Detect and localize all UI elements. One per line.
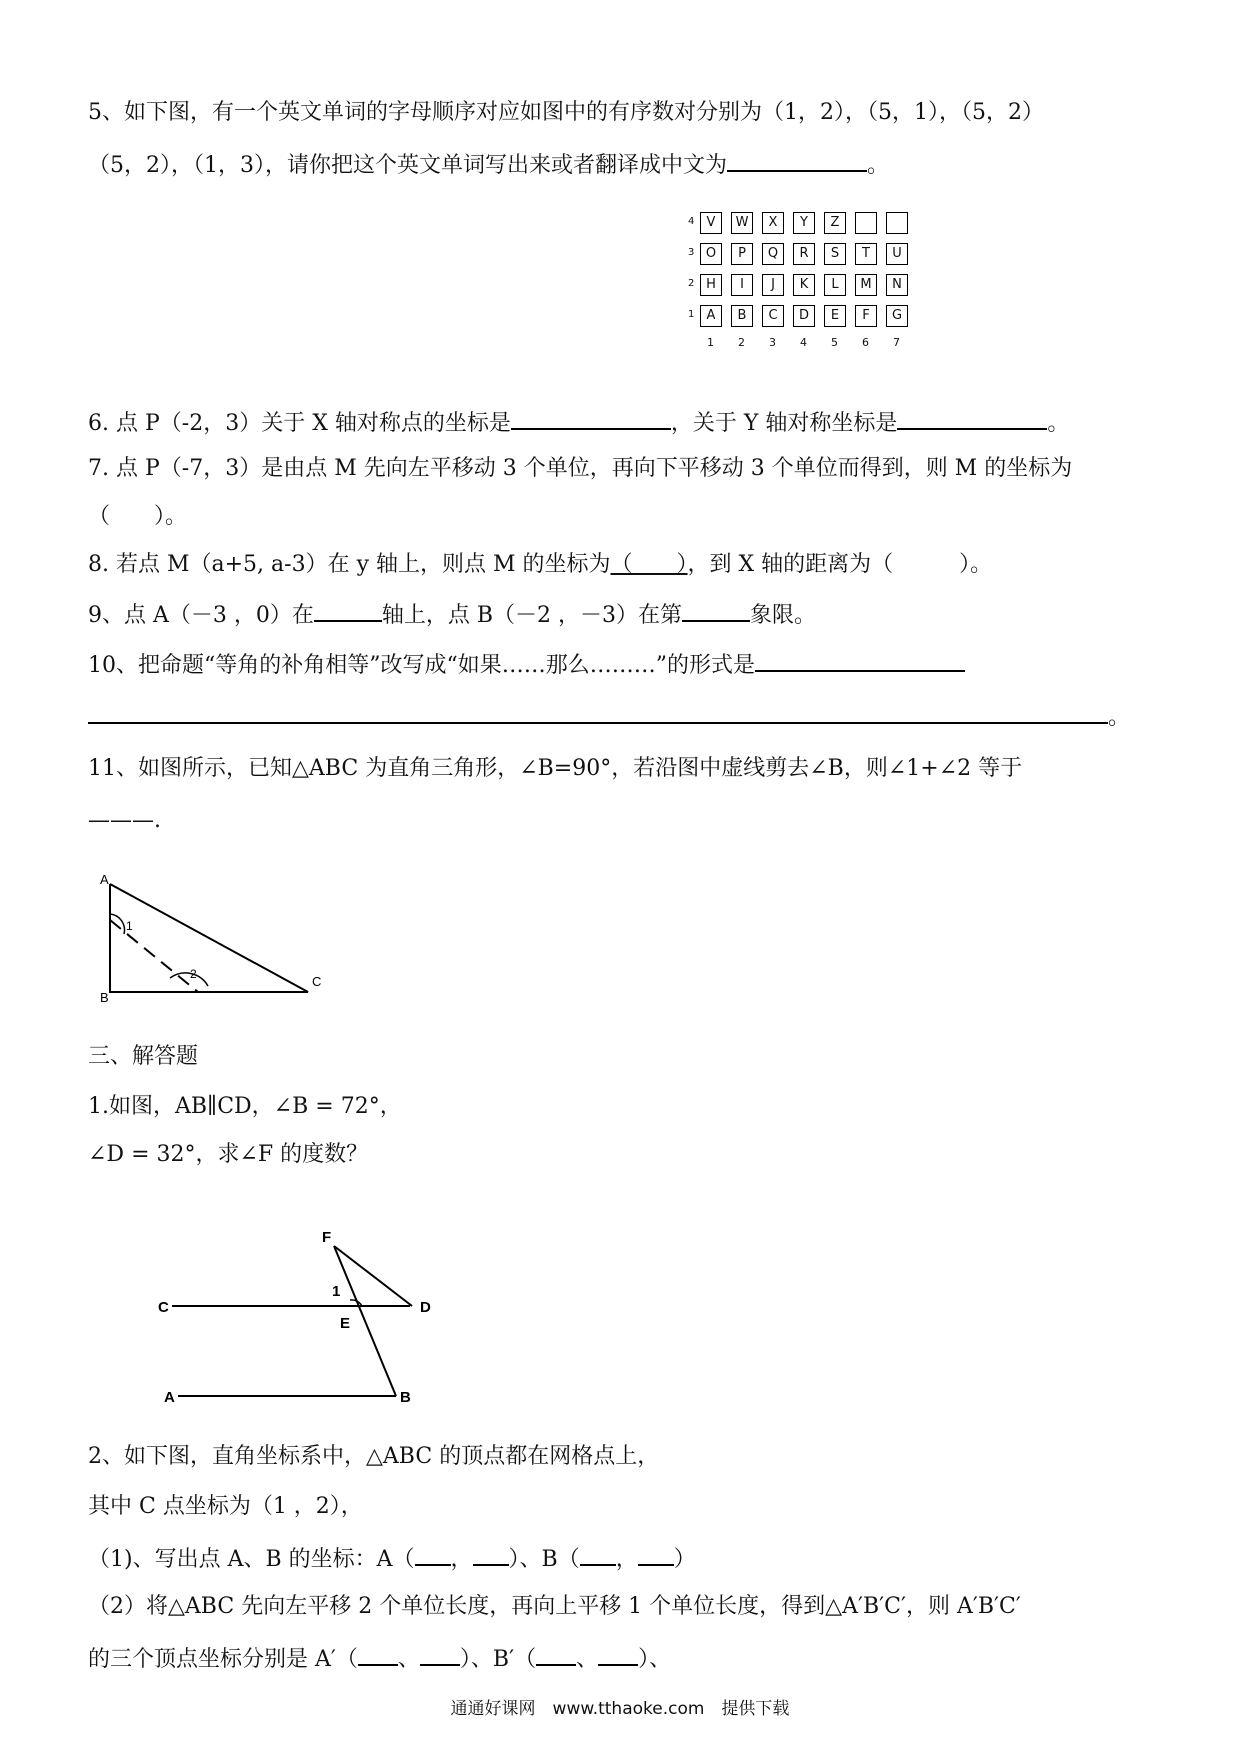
q6 xyxy=(88,406,1069,439)
q11-line1: 11、如图所示，已知△ABC 为直角三角形，∠B=90°，若沿图中虚线剪去∠B，则∠1+∠2 等于 xyxy=(88,756,1023,781)
q8-blank[interactable]: （ ） xyxy=(610,552,688,577)
answer-blank[interactable] xyxy=(358,1642,398,1666)
grid-cell: L xyxy=(824,274,846,296)
answer-blank[interactable] xyxy=(536,1642,576,1666)
s2-line2: 其中 C 点坐标为（1 ，2）， xyxy=(88,1494,363,1519)
s2-comma: ， xyxy=(450,1547,473,1572)
s2-comma: ， xyxy=(615,1547,638,1572)
column-label: 3 xyxy=(769,336,776,349)
q6-end: 。 xyxy=(1047,411,1070,436)
label-d: D xyxy=(420,1299,431,1316)
answer-blank[interactable] xyxy=(682,598,750,622)
grid-cell xyxy=(855,212,877,234)
grid-cell: X xyxy=(762,212,784,234)
triangle-figure xyxy=(90,868,330,1008)
answer-blank[interactable] xyxy=(897,406,1047,430)
row-label: 4 xyxy=(688,216,695,227)
grid-cell: S xyxy=(824,243,846,265)
label-c: C xyxy=(312,974,322,989)
answer-blank[interactable] xyxy=(598,1642,638,1666)
q6-text-a: 6. 点 P（-2，3）关于 X 轴对称点的坐标是 xyxy=(88,411,511,436)
grid-cell: D xyxy=(793,305,815,327)
grid-cell: P xyxy=(731,243,753,265)
q5-line2 xyxy=(88,148,889,181)
row-label: 1 xyxy=(688,309,695,320)
label-b: B xyxy=(100,990,109,1005)
grid-cell xyxy=(886,212,908,234)
label-a: A xyxy=(100,872,109,887)
label-e: E xyxy=(340,1315,351,1332)
column-label: 1 xyxy=(707,336,714,349)
q5-line2-text: （5，2），（1，3），请你把这个英文单词写出来或者翻译成中文为 xyxy=(88,153,727,178)
q8-text-c: ，到 X 轴的距离为（ ）。 xyxy=(687,552,993,577)
grid-cell: E xyxy=(824,305,846,327)
s2-line1: 2、如下图，直角坐标系中，△ABC 的顶点都在网格点上， xyxy=(88,1444,660,1469)
s2-sep: 、 xyxy=(397,1647,420,1672)
grid-cell: Z xyxy=(824,212,846,234)
answer-blank[interactable] xyxy=(755,648,965,672)
column-label: 6 xyxy=(862,336,869,349)
answer-blank[interactable] xyxy=(638,1542,674,1566)
grid-cell: H xyxy=(700,274,722,296)
grid-cell: U xyxy=(886,243,908,265)
grid-cell: R xyxy=(793,243,815,265)
triangle-abc xyxy=(110,884,308,992)
angle1-arc xyxy=(110,914,125,934)
answer-blank[interactable] xyxy=(473,1542,509,1566)
q8 xyxy=(88,550,992,580)
column-label: 4 xyxy=(800,336,807,349)
s2-sep: 、 xyxy=(576,1647,599,1672)
s2-mid: ）、B′（ xyxy=(459,1647,537,1672)
q9-text-b: 轴上，点 B（－2 ，－3）在第 xyxy=(381,603,683,628)
s1-line1: 1.如图，AB∥CD，∠B = 72°， xyxy=(88,1094,402,1119)
grid-cell: J xyxy=(762,274,784,296)
grid-cell: N xyxy=(886,274,908,296)
q10 xyxy=(88,648,965,681)
grid-cell: Y xyxy=(793,212,815,234)
answer-blank[interactable] xyxy=(727,148,867,172)
label-c: C xyxy=(158,1299,169,1316)
grid-cell: G xyxy=(886,305,908,327)
column-label: 2 xyxy=(738,336,745,349)
answer-blank[interactable] xyxy=(511,406,671,430)
grid-cell: C xyxy=(762,305,784,327)
s2-line5 xyxy=(88,1642,671,1675)
answer-blank[interactable] xyxy=(314,598,382,622)
label-angle1: 1 xyxy=(126,919,133,933)
label-angle1: 1 xyxy=(332,1283,341,1300)
grid-cell: Q xyxy=(762,243,784,265)
column-label: 7 xyxy=(893,336,900,349)
q7-line1: 7. 点 P（-7，3）是由点 M 先向左平移动 3 个单位，再向下平移动 3 个单位而得到，则 M 的坐标为 xyxy=(88,456,1073,481)
grid-cell: M xyxy=(855,274,877,296)
s2-sep: ）、B（ xyxy=(508,1547,580,1572)
answer-blank[interactable] xyxy=(580,1542,616,1566)
grid-cell: I xyxy=(731,274,753,296)
q5-line1: 5、如下图，有一个英文单词的字母顺序对应如图中的有序数对分别为（1，2），（5，1），（5，2） xyxy=(88,100,1044,125)
grid-cell: O xyxy=(700,243,722,265)
q5-end: 。 xyxy=(867,153,890,178)
row-label: 2 xyxy=(688,278,695,289)
cut-line xyxy=(110,920,198,992)
parallel-lines-figure xyxy=(150,1222,450,1412)
label-f: F xyxy=(322,1229,332,1246)
answer-blank[interactable] xyxy=(420,1642,460,1666)
label-angle2: 2 xyxy=(190,967,197,981)
q11-line2: ———. xyxy=(88,808,161,833)
label-b: B xyxy=(400,1389,411,1406)
s1-line2: ∠D = 32°，求∠F 的度数？ xyxy=(88,1142,369,1167)
grid-cell: W xyxy=(731,212,753,234)
grid-cell: A xyxy=(700,305,722,327)
grid-cell: V xyxy=(700,212,722,234)
s2-line3-text: （1)、写出点 A、B 的坐标：A（ xyxy=(88,1547,415,1572)
answer-blank[interactable] xyxy=(415,1542,451,1566)
q10-text: 10、把命题“等角的补角相等”改写成“如果……那么………”的形式是 xyxy=(88,653,755,678)
column-label: 5 xyxy=(831,336,838,349)
section-heading: 三、解答题 xyxy=(88,1044,199,1069)
s2-end: ）、 xyxy=(638,1647,672,1672)
q9-text-a: 9、点 A（－3 ，0）在 xyxy=(88,603,314,628)
grid-cell: K xyxy=(793,274,815,296)
q7-line2: （ ）。 xyxy=(88,504,188,529)
footer: 通通好课网 www.tthaoke.com 提供下载 xyxy=(450,1699,790,1719)
row-label: 3 xyxy=(688,247,695,258)
q9-text-c: 象限。 xyxy=(750,603,817,628)
s2-close: ） xyxy=(673,1547,696,1572)
label-a: A xyxy=(164,1389,175,1406)
grid-cell: F xyxy=(855,305,877,327)
answer-blank[interactable] xyxy=(88,700,1108,724)
grid-cell: T xyxy=(855,243,877,265)
s2-line3 xyxy=(88,1542,696,1575)
q10-line2 xyxy=(88,700,1130,733)
s2-line4: （2）将△ABC 先向左平移 2 个单位长度，再向上平移 1 个单位长度，得到△A′B′C′，则 A′B′C′ xyxy=(88,1594,1021,1619)
q10-end: 。 xyxy=(1108,705,1131,730)
q8-text-a: 8. 若点 M（a+5, a-3）在 y 轴上，则点 M 的坐标为 xyxy=(88,552,611,577)
s2-line5-text: 的三个顶点坐标分别是 A′（ xyxy=(88,1647,358,1672)
q9 xyxy=(88,598,816,631)
grid-cell: B xyxy=(731,305,753,327)
q6-text-b: ，关于 Y 轴对称坐标是 xyxy=(670,411,898,436)
